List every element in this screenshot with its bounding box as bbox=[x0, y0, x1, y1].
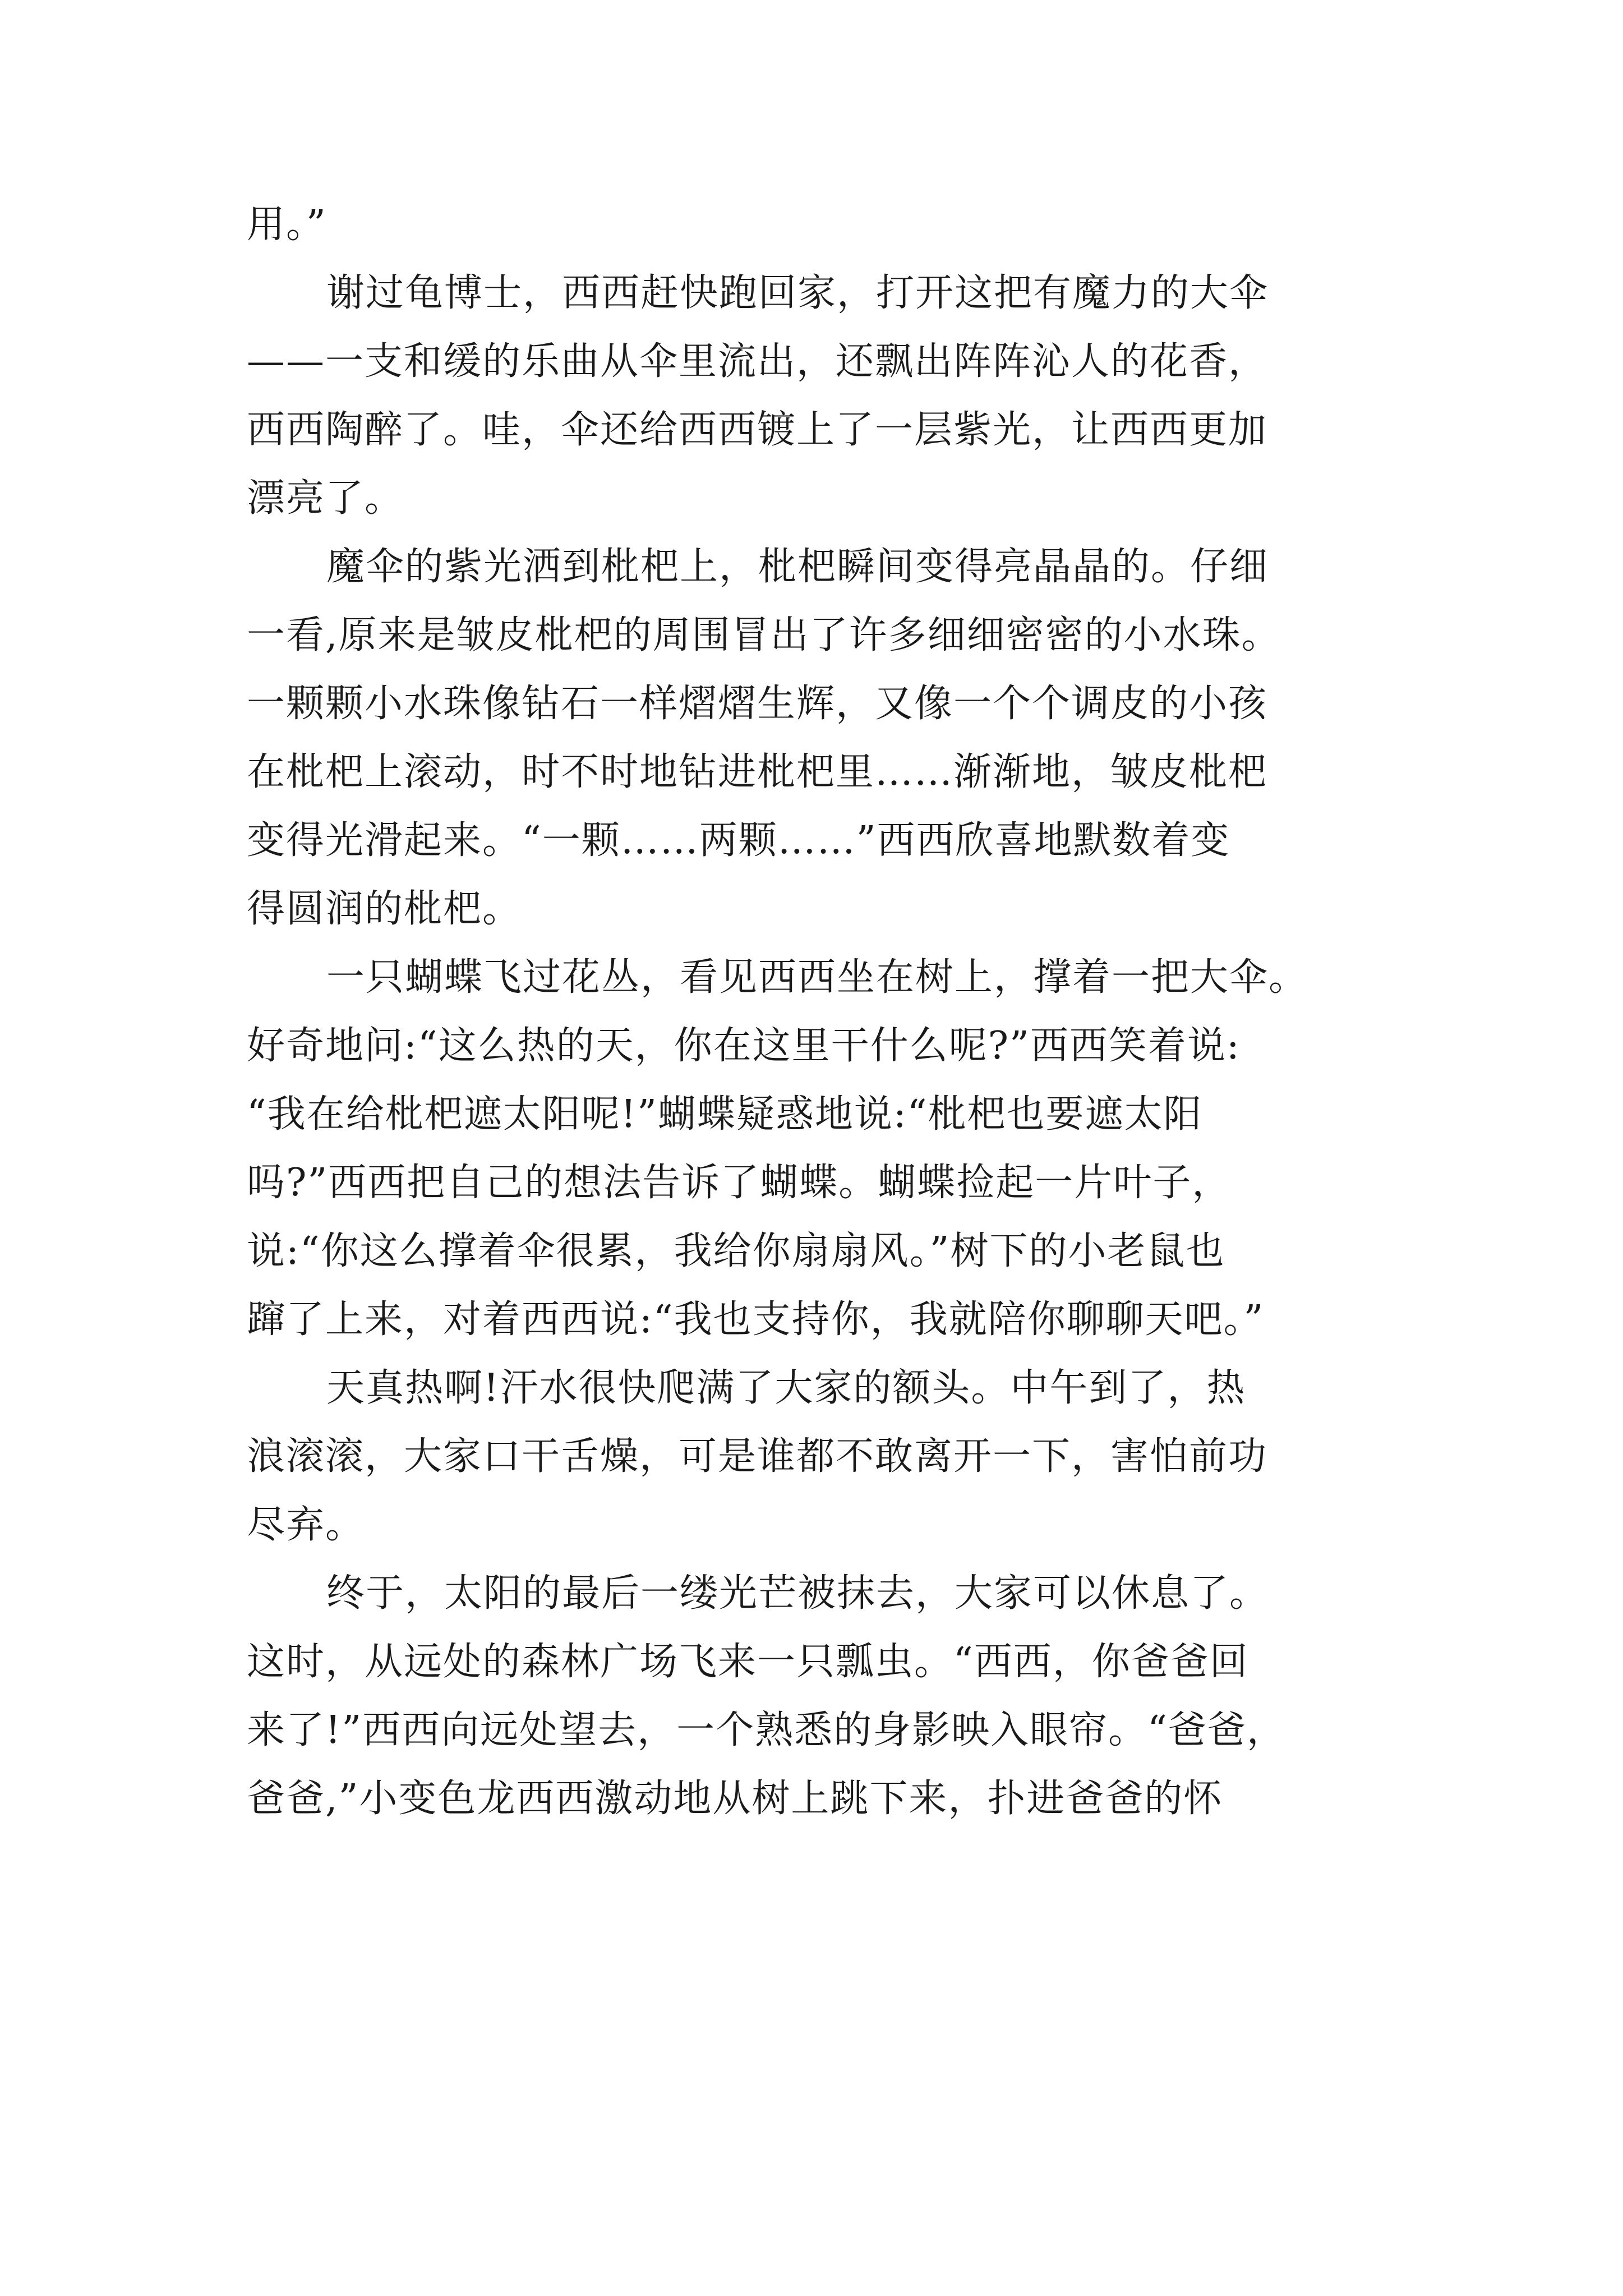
text-line: 浪滚滚，大家口干舌燥，可是谁都不敢离开一下，害怕前功 bbox=[247, 1434, 1268, 1479]
text-line: 变得光滑起来。“一颗……两颗……”西西欣喜地默数着变 bbox=[247, 818, 1230, 863]
text-line: 得圆润的枇杷。 bbox=[247, 887, 522, 931]
text-line: 魔伞的紫光洒到枇杷上，枇杷瞬间变得亮晶晶的。仔细 bbox=[326, 545, 1269, 589]
paragraph bbox=[247, 191, 1391, 259]
text-line: 一只蝴蝶飞过花丛，看见西西坐在树上，撑着一把大伞。 bbox=[326, 955, 1308, 1000]
paragraph bbox=[247, 1354, 1391, 1559]
text-line: 好奇地问:“这么热的天，你在这里干什么呢?”西西笑着说: bbox=[247, 1024, 1241, 1068]
text-line: 在枇杷上滚动，时不时地钻进枇杷里……渐渐地，皱皮枇杷 bbox=[247, 750, 1268, 794]
text-line: 西西陶醉了。哇，伞还给西西镀上了一层紫光，让西西更加 bbox=[247, 408, 1268, 452]
story-text bbox=[247, 191, 1391, 1833]
paragraph bbox=[247, 1559, 1391, 1833]
text-line: 来了!”西西向远处望去，一个熟悉的身影映入眼帘。“爸爸， bbox=[247, 1708, 1286, 1752]
text-line: 一看,原来是皱皮枇杷的周围冒出了许多细细密密的小水珠。 bbox=[247, 613, 1281, 657]
paragraph bbox=[247, 944, 1391, 1354]
text-line: “我在给枇杷遮太阳呢!”蝴蝶疑惑地说:“枇杷也要遮太阳 bbox=[247, 1092, 1203, 1137]
text-line: 吗?”西西把自己的想法告诉了蝴蝶。蝴蝶捡起一片叶子， bbox=[247, 1161, 1232, 1205]
text-line: 尽弃。 bbox=[247, 1503, 365, 1547]
text-line: 蹿了上来，对着西西说:“我也支持你，我就陪你聊聊天吧。” bbox=[247, 1297, 1265, 1342]
text-line: 这时，从远处的森林广场飞来一只瓢虫。“西西，你爸爸回 bbox=[247, 1640, 1249, 1684]
text-line: 谢过龟博士，西西赶快跑回家，打开这把有魔力的大伞 bbox=[326, 271, 1269, 315]
text-line: ——一支和缓的乐曲从伞里流出，还飘出阵阵沁人的花香， bbox=[247, 339, 1268, 384]
paragraph bbox=[247, 533, 1391, 944]
text-line: 爸爸,”小变色龙西西激动地从树上跳下来，扑进爸爸的怀 bbox=[247, 1777, 1223, 1821]
text-line: 漂亮了。 bbox=[247, 476, 404, 521]
paragraph bbox=[247, 259, 1391, 533]
text-line: 一颗颗小水珠像钻石一样熠熠生辉，又像一个个调皮的小孩 bbox=[247, 682, 1268, 726]
text-line: 天真热啊!汗水很快爬满了大家的额头。中午到了，热 bbox=[326, 1366, 1246, 1410]
text-line: 用。” bbox=[247, 203, 327, 247]
text-line: 终于，太阳的最后一缕光芒被抹去，大家可以休息了。 bbox=[326, 1571, 1269, 1616]
text-line: 说:“你这么撑着伞很累，我给你扇扇风。”树下的小老鼠也 bbox=[247, 1229, 1225, 1273]
